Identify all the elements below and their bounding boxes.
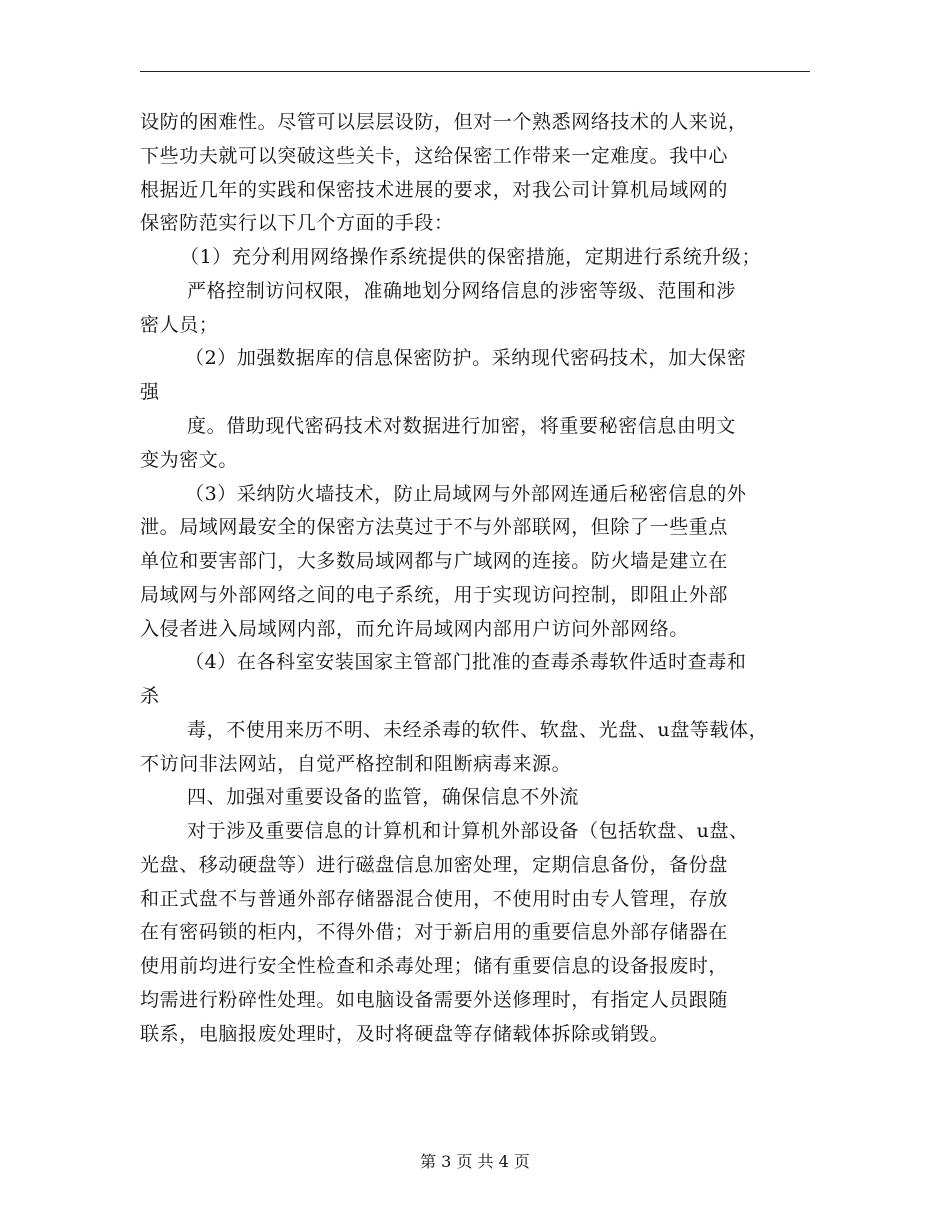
footer-prefix: 第 — [420, 1152, 437, 1171]
text-line: （3）采纳防火墙技术，防止局域网与外部网连通后秘密信息的外 — [185, 483, 747, 505]
text-line: 度。借助现代密码技术对数据进行加密，将重要秘密信息由明文 — [187, 415, 736, 437]
text-line: 泄。局域网最安全的保密方法莫过于不与外部联网，但除了一些重点 — [140, 516, 729, 538]
text-line: 对于涉及重要信息的计算机和计算机外部设备（包括软盘、u盘、 — [187, 820, 749, 842]
text-line: 入侵者进入局域网内部，而允许局域网内部用户访问外部网络。 — [140, 618, 689, 640]
text-line: 变为密文。 — [140, 449, 239, 471]
text-line: （2）加强数据库的信息保密防护。采纳现代密码技术，加大保密 — [185, 347, 747, 369]
text-line: 毒，不使用来历不明、未经杀毒的软件、软盘、光盘、u盘等载体， — [187, 719, 769, 741]
text-line: （1）充分利用网络操作系统提供的保密措施，定期进行系统升级； — [180, 246, 762, 268]
text-line: 在有密码锁的柜内，不得外借；对于新启用的重要信息外部存储器在 — [140, 921, 729, 943]
text-line: 不访问非法网站，自觉严格控制和阻断病毒来源。 — [140, 753, 572, 775]
text-line: 根据近几年的实践和保密技术进展的要求，对我公司计算机局域网的 — [140, 179, 729, 201]
footer-suffix: 页 — [513, 1152, 530, 1171]
text-line: 均需进行粉碎性处理。如电脑设备需要外送修理时，有指定人员跟随 — [140, 989, 729, 1011]
page-total: 4 — [498, 1152, 509, 1171]
text-line: （4）在各科室安装国家主管部门批准的查毒杀毒软件适时查毒和 — [185, 651, 747, 673]
text-line: 单位和要害部门，大多数局域网都与广域网的连接。防火墙是建立在 — [140, 550, 729, 572]
text-line: 杀 — [140, 685, 160, 707]
text-line: 保密防范实行以下几个方面的手段： — [140, 212, 454, 234]
text-line: 和正式盘不与普通外部存储器混合使用，不使用时由专人管理，存放 — [140, 888, 729, 910]
section-heading: 四、加强对重要设备的监管，确保信息不外流 — [187, 786, 580, 808]
page-footer — [0, 1152, 950, 1172]
text-line: 密人员； — [140, 314, 219, 336]
footer-mid: 页 共 — [456, 1152, 494, 1171]
text-line: 光盘、移动硬盘等）进行磁盘信息加密处理，定期信息备份，备份盘 — [140, 854, 729, 876]
text-line: 使用前均进行安全性检查和杀毒处理；储有重要信息的设备报废时， — [140, 955, 729, 977]
text-line: 局域网与外部网络之间的电子系统，用于实现访问控制，即阻止外部 — [140, 584, 729, 606]
text-line: 强 — [140, 381, 160, 403]
text-line: 设防的困难性。尽管可以层层设防，但对一个熟悉网络技术的人来说， — [140, 111, 748, 133]
page-current: 3 — [441, 1152, 452, 1171]
text-line: 严格控制访问权限，准确地划分网络信息的涉密等级、范围和涉 — [187, 280, 736, 302]
text-line: 联系，电脑报废处理时，及时将硬盘等存储载体拆除或销毁。 — [140, 1023, 670, 1045]
text-line: 下些功夫就可以突破这些关卡，这给保密工作带来一定难度。我中心 — [140, 145, 729, 167]
